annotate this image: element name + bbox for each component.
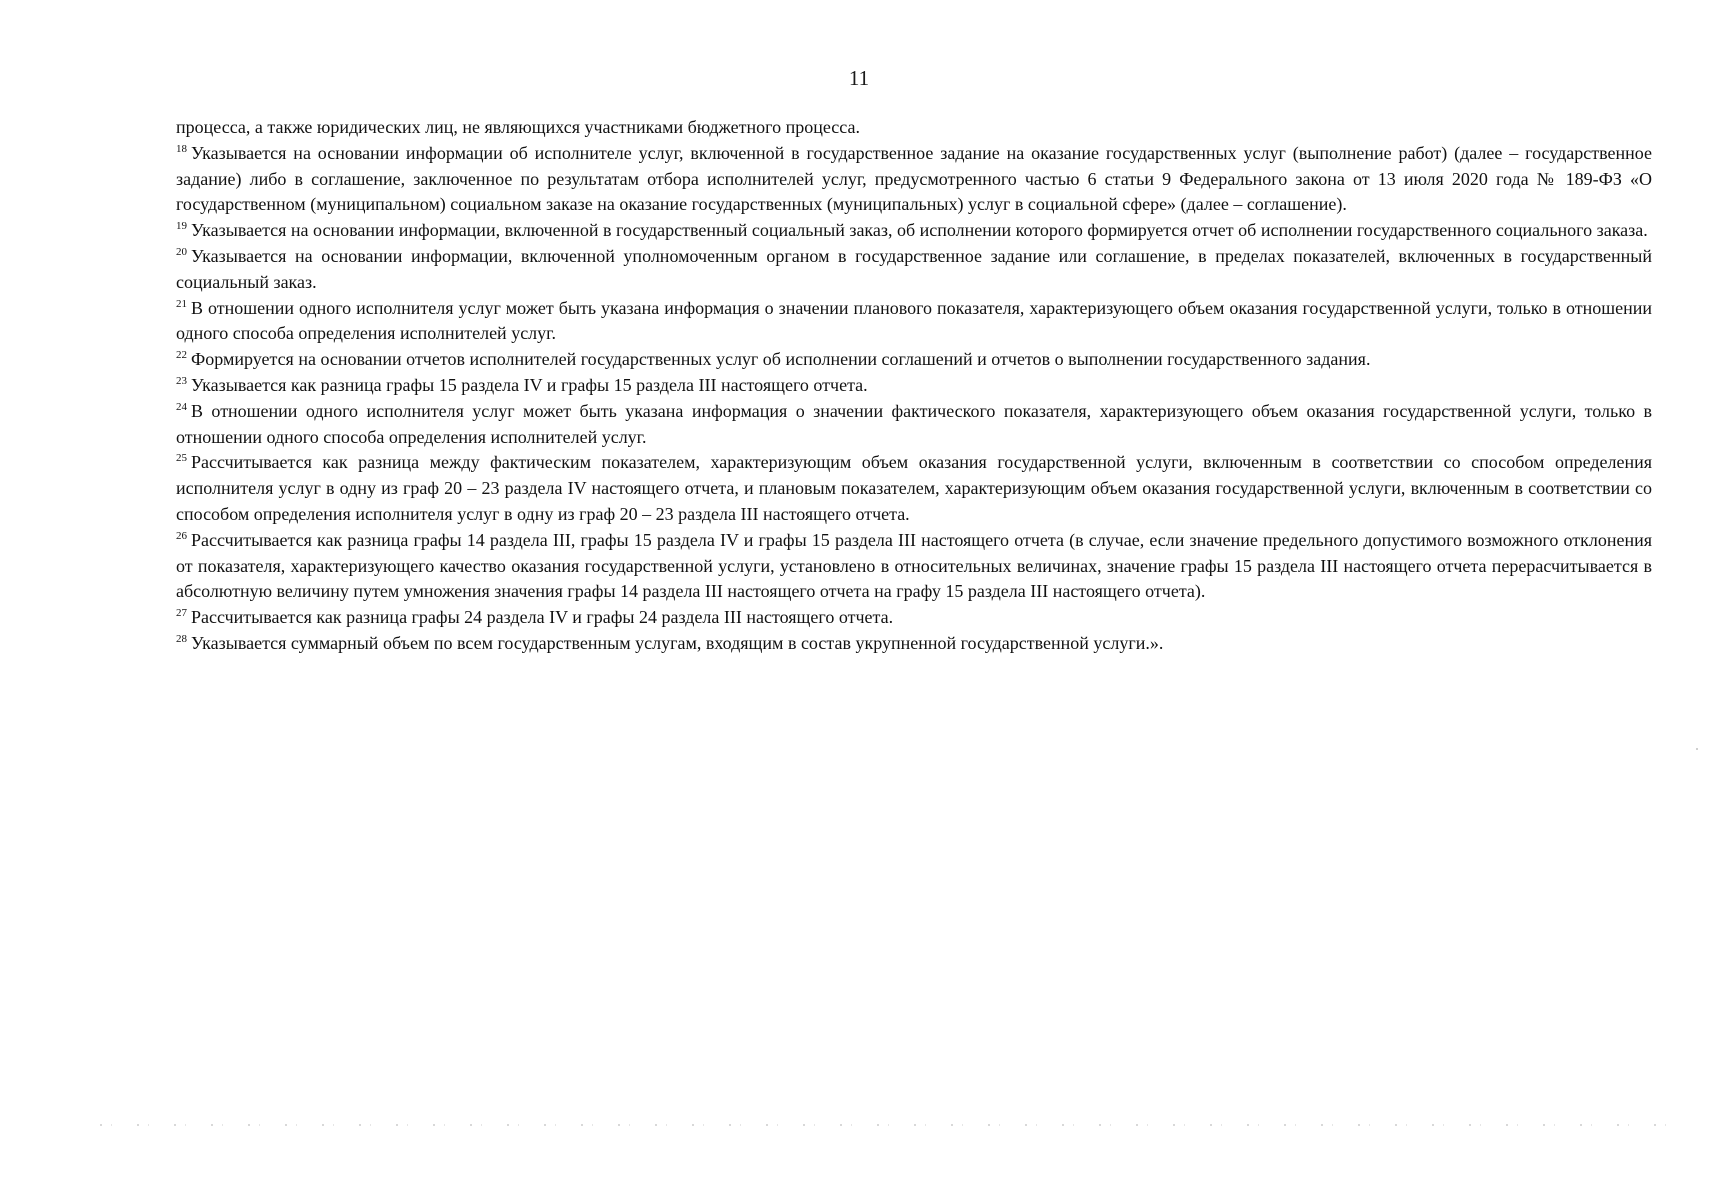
scan-artifact-line	[100, 1124, 1680, 1126]
footnote-number: 28	[176, 632, 187, 645]
footnote-24	[176, 399, 1652, 451]
footnote-text: В отношении одного исполнителя услуг может быть указана информация о значении планового показателя, характеризующего объем оказания государственной услуги, только в отношении одного способа определения исполнителей услуг.	[176, 297, 1652, 344]
footnote-20	[176, 244, 1652, 296]
footnote-number: 20	[176, 245, 187, 258]
footnote-text: Указывается суммарный объем по всем государственным услугам, входящим в состав укрупненной государственной услуги.».	[191, 632, 1164, 653]
footnote-text: Рассчитывается как разница между фактическим показателем, характеризующим объем оказания государственной услуги, включенным в соответствии со способом определения исполнителя услуг в одну из граф 20 – 23 раздела IV настоящего отчета, и плановым показателем, характеризующим объем оказания государственной услуги, включенным в соответствии со способом определения исполнителя услуг в одну из граф 20 – 23 раздела III настоящего отчета.	[176, 452, 1652, 524]
footnote-continuation	[176, 115, 1652, 141]
footnote-text: Рассчитывается как разница графы 14 раздела III, графы 15 раздела IV и графы 15 раздела III настоящего отчета (в случае, если значение предельного допустимого возможного отклонения от показателя, характеризующего качество оказания государственной услуги, установлено в относительных величинах, значение графы 15 раздела III настоящего отчета перерасчитывается в абсолютную величину путем умножения значения графы 14 раздела III настоящего отчета на графу 15 раздела III настоящего отчета).	[176, 529, 1652, 602]
scan-artifact-dot	[1696, 748, 1698, 750]
footnote-number: 23	[176, 374, 187, 387]
footnote-text: Указывается как разница графы 15 раздела IV и графы 15 раздела III настоящего отчета.	[191, 374, 868, 395]
footnote-number: 21	[176, 297, 187, 310]
footnote-26	[176, 528, 1652, 605]
footnote-text: Указывается на основании информации, включенной уполномоченным органом в государственное задание или соглашение, в пределах показателей, включенных в государственный социальный заказ.	[176, 245, 1652, 292]
footnote-28	[176, 631, 1652, 657]
footnote-19	[176, 218, 1652, 244]
footnote-number: 27	[176, 607, 187, 620]
footnote-number: 19	[176, 220, 187, 233]
footnotes-block	[176, 115, 1652, 657]
footnote-23	[176, 373, 1652, 399]
footnote-text: Рассчитывается как разница графы 24 раздела IV и графы 24 раздела III настоящего отчета.	[191, 607, 894, 628]
footnote-number: 25	[176, 452, 187, 465]
footnote-21	[176, 296, 1652, 348]
footnote-text: процесса, а также юридических лиц, не являющихся участниками бюджетного процесса.	[176, 117, 860, 137]
footnote-number: 24	[176, 400, 187, 413]
footnote-text: Формируется на основании отчетов исполнителей государственных услуг об исполнении соглашений и отчетов о выполнении государственного задания.	[191, 349, 1371, 370]
footnote-number: 18	[176, 142, 187, 155]
footnote-25	[176, 450, 1652, 527]
footnote-number: 26	[176, 529, 187, 542]
footnote-18	[176, 141, 1652, 218]
page-number: 11	[848, 66, 870, 90]
footnote-27	[176, 605, 1652, 631]
footnote-text: В отношении одного исполнителя услуг может быть указана информация о значении фактического показателя, характеризующего объем оказания государственной услуги, только в отношении одного способа определения исполнителей услуг.	[176, 400, 1652, 447]
footnote-text: Указывается на основании информации, включенной в государственный социальный заказ, об исполнении которого формируется отчет об исполнении государственного социального заказа.	[191, 220, 1648, 241]
footnote-text: Указывается на основании информации об исполнителе услуг, включенной в государственное задание на оказание государственных услуг (выполнение работ) (далее – государственное задание) либо в соглашение, заключенное по результатам отбора исполнителей услуг, предусмотренного частью 6 статьи 9 Федерального закона от 13 июля 2020 года № 189-ФЗ «О государственном (муниципальном) социальном заказе на оказание государственных (муниципальных) услуг в социальной сфере» (далее – соглашение).	[176, 142, 1652, 215]
footnote-22	[176, 347, 1652, 373]
footnote-number: 22	[176, 349, 187, 362]
